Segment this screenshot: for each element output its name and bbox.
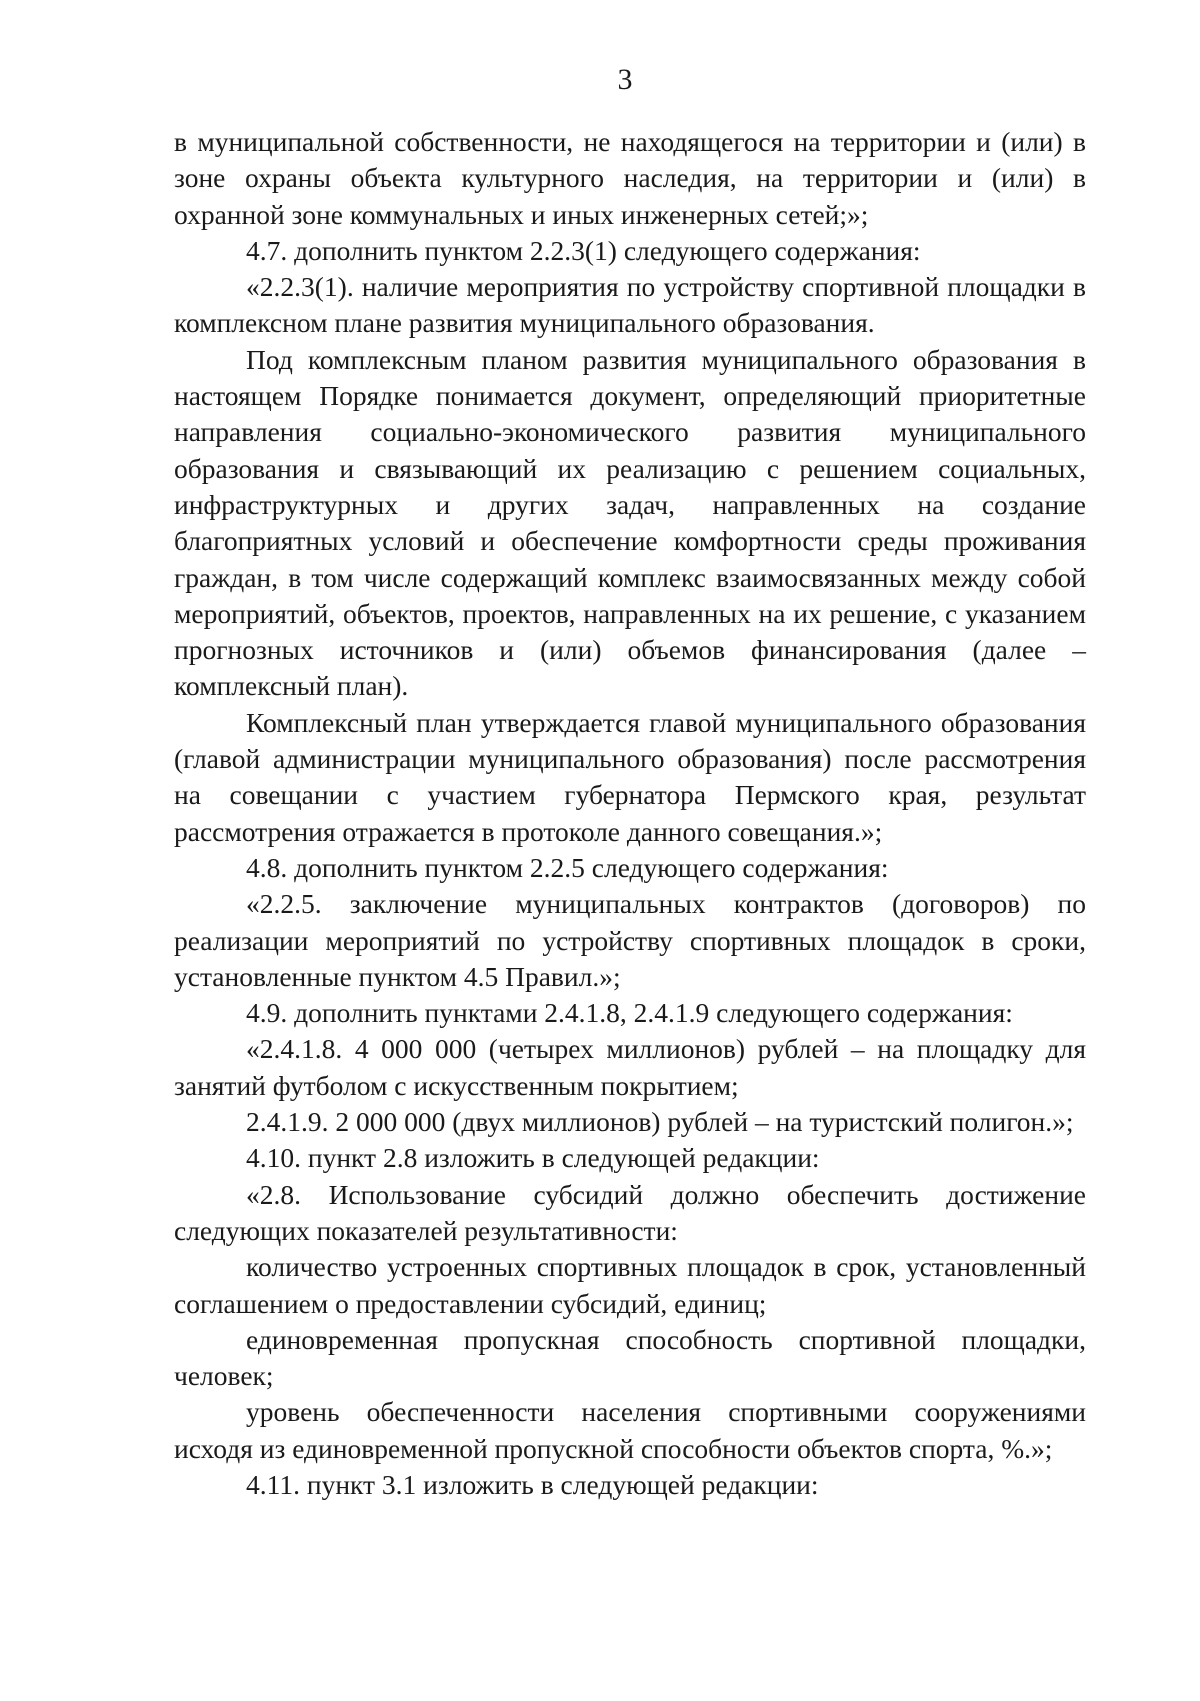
paragraph-item-4-8: 4.8. дополнить пунктом 2.2.5 следующего содержания: [246,851,889,883]
paragraph-item-4-10: 4.10. пункт 2.8 изложить в следующей редакции: [246,1142,820,1174]
paragraph-clause-2-4-1-8: «2.4.1.8. 4 000 000 (четырех миллионов) рублей – на площадку для занятий футболом с искусственным покрытием; [174,1033,1086,1101]
paragraph-clause-2-8: «2.8. Использование субсидий должно обеспечить достижение следующих показателей результативности: [174,1178,1086,1246]
paragraph-indicator-count: количество устроенных спортивных площадок в срок, установленный соглашением о предоставлении субсидий, единиц; [174,1251,1086,1319]
paragraph-continuation: в муниципальной собственности, не находящегося на территории и (или) в зоне охраны объекта культурного наследия, на территории и (или) в охранной зоне коммунальных и иных инженерных сетей;»; [174,126,1086,230]
paragraph-clause-2-4-1-9: 2.4.1.9. 2 000 000 (двух миллионов) рублей – на туристский полигон.»; [246,1106,1074,1138]
paragraph-indicator-provision: уровень обеспеченности населения спортивными сооружениями исходя из единовременной пропускной способности объектов спорта, %.»; [174,1396,1086,1464]
paragraph-complex-plan-definition: Под комплексным планом развития муниципального образования в настоящем Порядке понимается документ, определяющий приоритетные направления социально-экономического развития муниципального образования и связывающий их реализацию с решением социальных, инфраструктурных и других задач, направленных на создание благоприятных условий и обеспечение комфортности среды проживания граждан, в том числе содержащий комплекс взаимосвязанных между собой мероприятий, объектов, проектов, направленных на их решение, с указанием прогнозных источников и (или) объемов финансирования (далее – комплексный план). [174,343,1086,702]
document-body [174,124,1086,1503]
page-number: 3 [617,63,633,96]
paragraph-clause-2-2-5: «2.2.5. заключение муниципальных контрактов (договоров) по реализации мероприятий по устройству спортивных площадок в сроки, установленные пунктом 4.5 Правил.»; [174,888,1086,992]
paragraph-item-4-11: 4.11. пункт 3.1 изложить в следующей редакции: [246,1468,819,1500]
paragraph-indicator-capacity: единовременная пропускная способность спортивной площадки, человек; [174,1323,1086,1392]
paragraph-complex-plan-approval: Комплексный план утверждается главой муниципального образования (главой администрации муниципального образования) после рассмотрения на совещании с участием губернатора Пермского края, результат рассмотрения отражается в протоколе данного совещания.»; [174,706,1086,847]
paragraph-clause-2-2-3-1: «2.2.3(1). наличие мероприятия по устройству спортивной площадки в комплексном плане развития муниципального образования. [174,271,1086,339]
paragraph-item-4-9: 4.9. дополнить пунктами 2.4.1.8, 2.4.1.9 следующего содержания: [246,997,1013,1029]
paragraph-item-4-7: 4.7. дополнить пунктом 2.2.3(1) следующего содержания: [246,234,921,266]
